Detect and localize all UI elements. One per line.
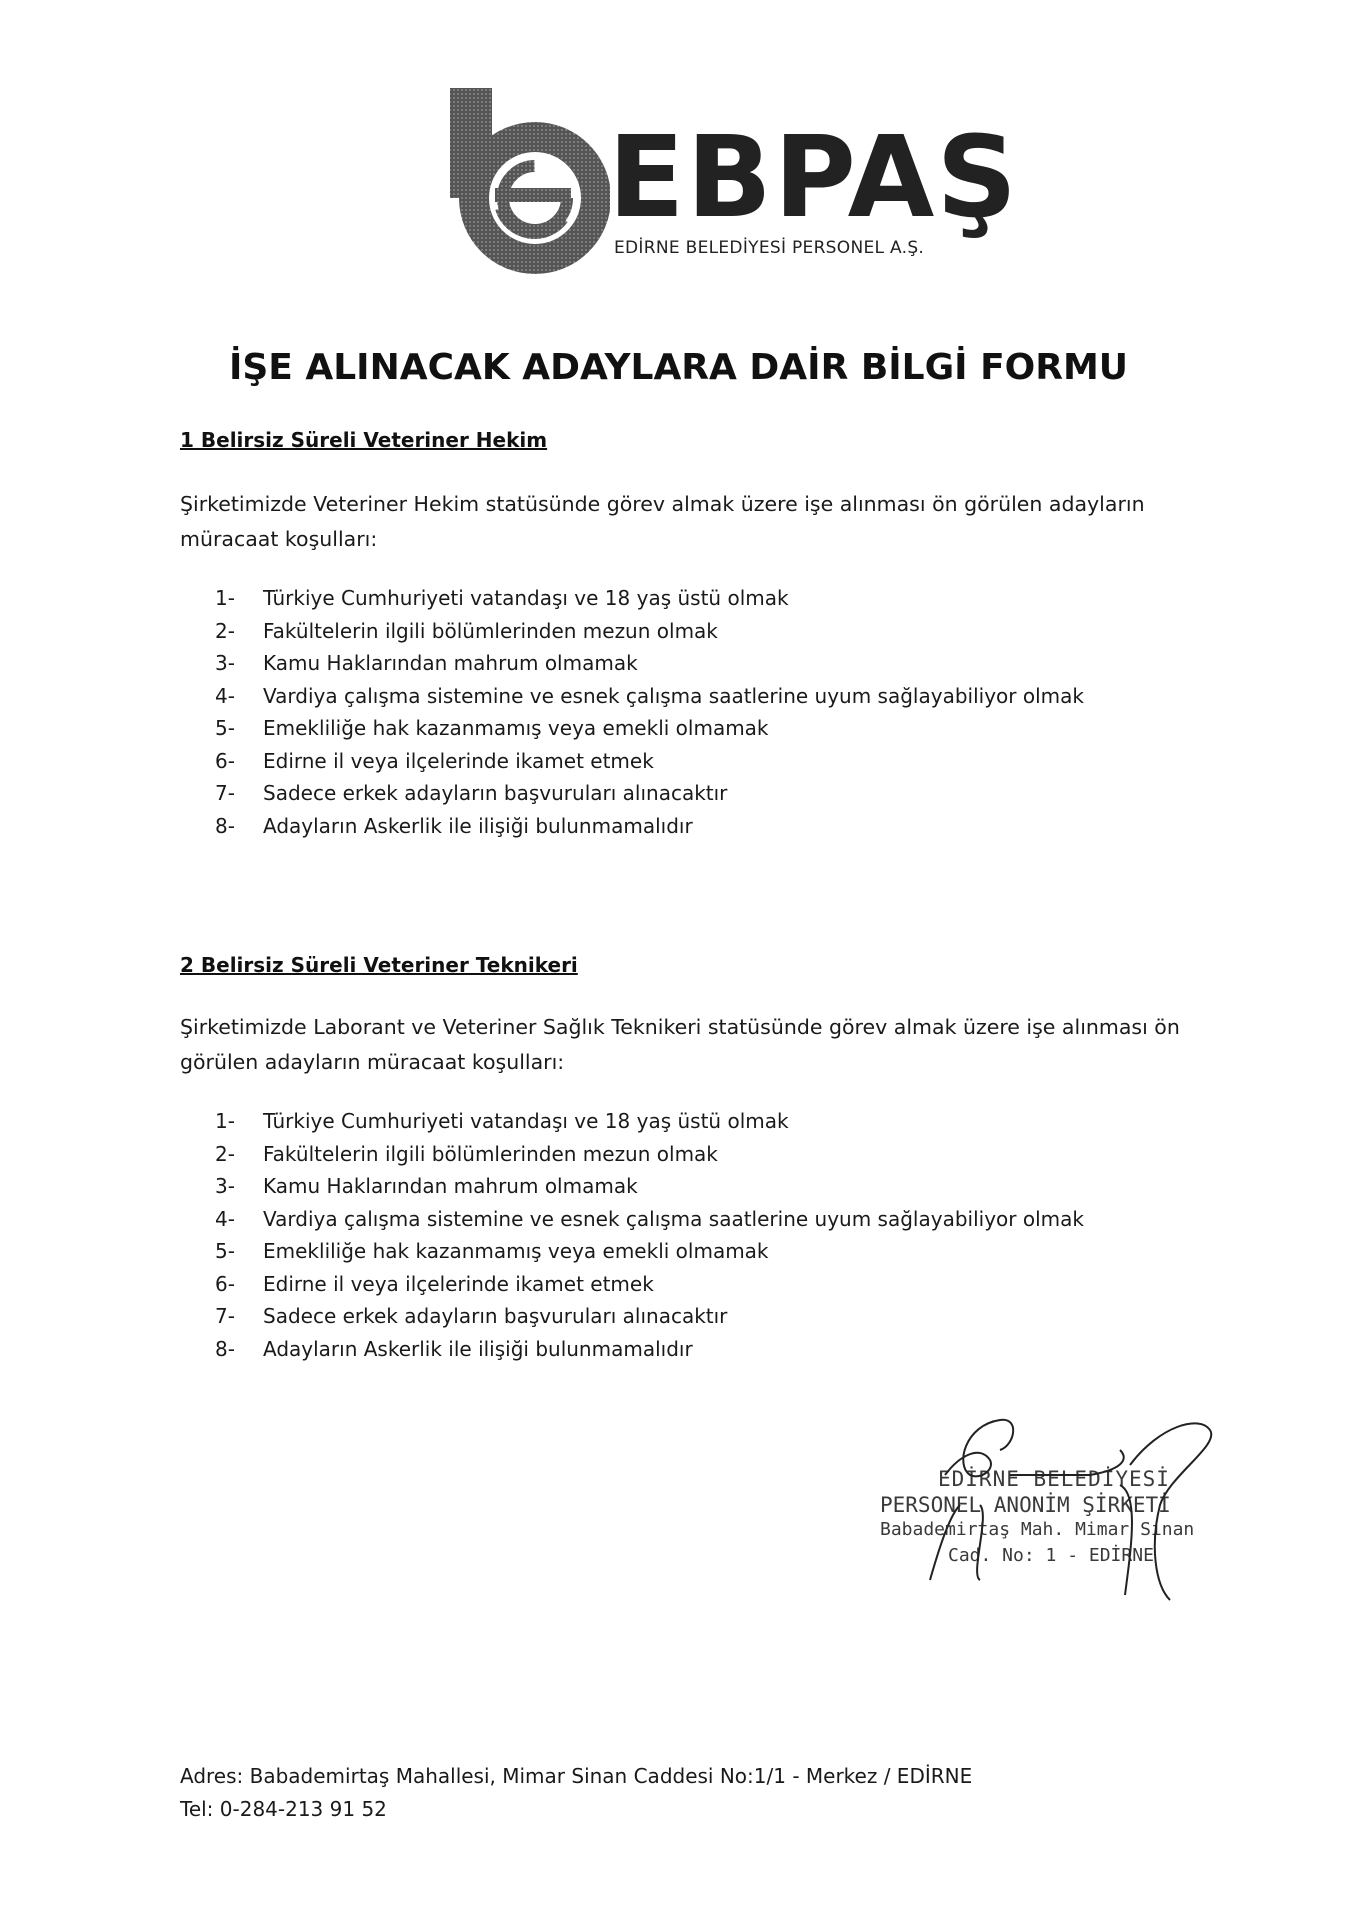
list-item: 7- Sadece erkek adayların başvuruları alınacaktır: [215, 781, 728, 805]
list-item: 4- Vardiya çalışma sistemine ve esnek çalışma saatlerine uyum sağlayabiliyor olmak: [215, 683, 1084, 708]
list-item: 8- Adayların Askerlik ile ilişiği bulunmamalıdır: [215, 813, 693, 838]
stamp-line-4: Cad. No: 1 - EDİRNE: [948, 1545, 1154, 1566]
list-item: 2- Fakültelerin ilgili bölümlerinden mezun olmak: [215, 1141, 718, 1166]
footer: [180, 1760, 972, 1826]
signature-icon: [870, 1405, 1270, 1605]
logo-subtitle: EDİRNE BELEDİYESİ PERSONEL A.Ş.: [614, 238, 925, 258]
section-2-intro-line-1: Şirketimizde Laborant ve Veteriner Sağlık Teknikeri statüsünde görev almak üzere işe alınması ön: [180, 1015, 1180, 1039]
ebpas-logo-mark-icon: [440, 80, 610, 280]
list-item: 3- Kamu Haklarından mahrum olmamak: [215, 651, 638, 675]
list-item: 5- Emekliliğe hak kazanmamış veya emekli olmamak: [215, 1239, 769, 1263]
list-item: 7- Sadece erkek adayların başvuruları alınacaktır: [215, 1304, 728, 1328]
section-1-heading: 1 Belirsiz Süreli Veteriner Hekim: [180, 428, 548, 452]
list-item: 3- Kamu Haklarından mahrum olmamak: [215, 1174, 638, 1198]
section-1-intro: [180, 487, 1190, 557]
list-item: 8- Adayların Askerlik ile ilişiği bulunmamalıdır: [215, 1336, 693, 1361]
section-1-requirements-list: [215, 582, 1084, 842]
footer-address: Adres: Babademirtaş Mahallesi, Mimar Sinan Caddesi No:1/1 - Merkez / EDİRNE: [180, 1764, 973, 1788]
list-item: 1- Türkiye Cumhuriyeti vatandaşı ve 18 yaş üstü olmak: [215, 1109, 789, 1133]
section-2-intro: [180, 1010, 1190, 1080]
section-1-intro-line-1: Şirketimizde Veteriner Hekim statüsünde görev almak üzere işe alınması ön görülen adayların: [180, 492, 1145, 516]
stamp-line-2: PERSONEL ANONİM ŞİRKETİ: [880, 1493, 1171, 1517]
company-stamp: [870, 1405, 1270, 1605]
section-2-requirements-list: [215, 1105, 1084, 1365]
list-item: 2- Fakültelerin ilgili bölümlerinden mezun olmak: [215, 618, 718, 643]
section-1-intro-line-2: müracaat koşulları:: [180, 527, 378, 551]
stamp-line-1: EDİRNE BELEDİYESİ: [938, 1467, 1170, 1491]
list-item: 6- Edirne il veya ilçelerinde ikamet etmek: [215, 748, 654, 773]
list-item: 5- Emekliliğe hak kazanmamış veya emekli olmamak: [215, 716, 769, 740]
company-logo: [440, 80, 1020, 280]
section-2-intro-line-2: görülen adayların müracaat koşulları:: [180, 1050, 565, 1074]
stamp-line-3: Babademirtaş Mah. Mimar Sinan: [880, 1519, 1195, 1540]
list-item: 6- Edirne il veya ilçelerinde ikamet etmek: [215, 1271, 654, 1296]
list-item: 1- Türkiye Cumhuriyeti vatandaşı ve 18 yaş üstü olmak: [215, 586, 789, 610]
logo-brand-text: EBPAŞ: [608, 113, 1020, 243]
form-title: İŞE ALINACAK ADAYLARA DAİR BİLGİ FORMU: [228, 347, 1129, 388]
list-item: 4- Vardiya çalışma sistemine ve esnek çalışma saatlerine uyum sağlayabiliyor olmak: [215, 1206, 1084, 1231]
footer-phone: Tel: 0-284-213 91 52: [180, 1797, 387, 1821]
section-2-heading: 2 Belirsiz Süreli Veteriner Teknikeri: [180, 953, 578, 977]
